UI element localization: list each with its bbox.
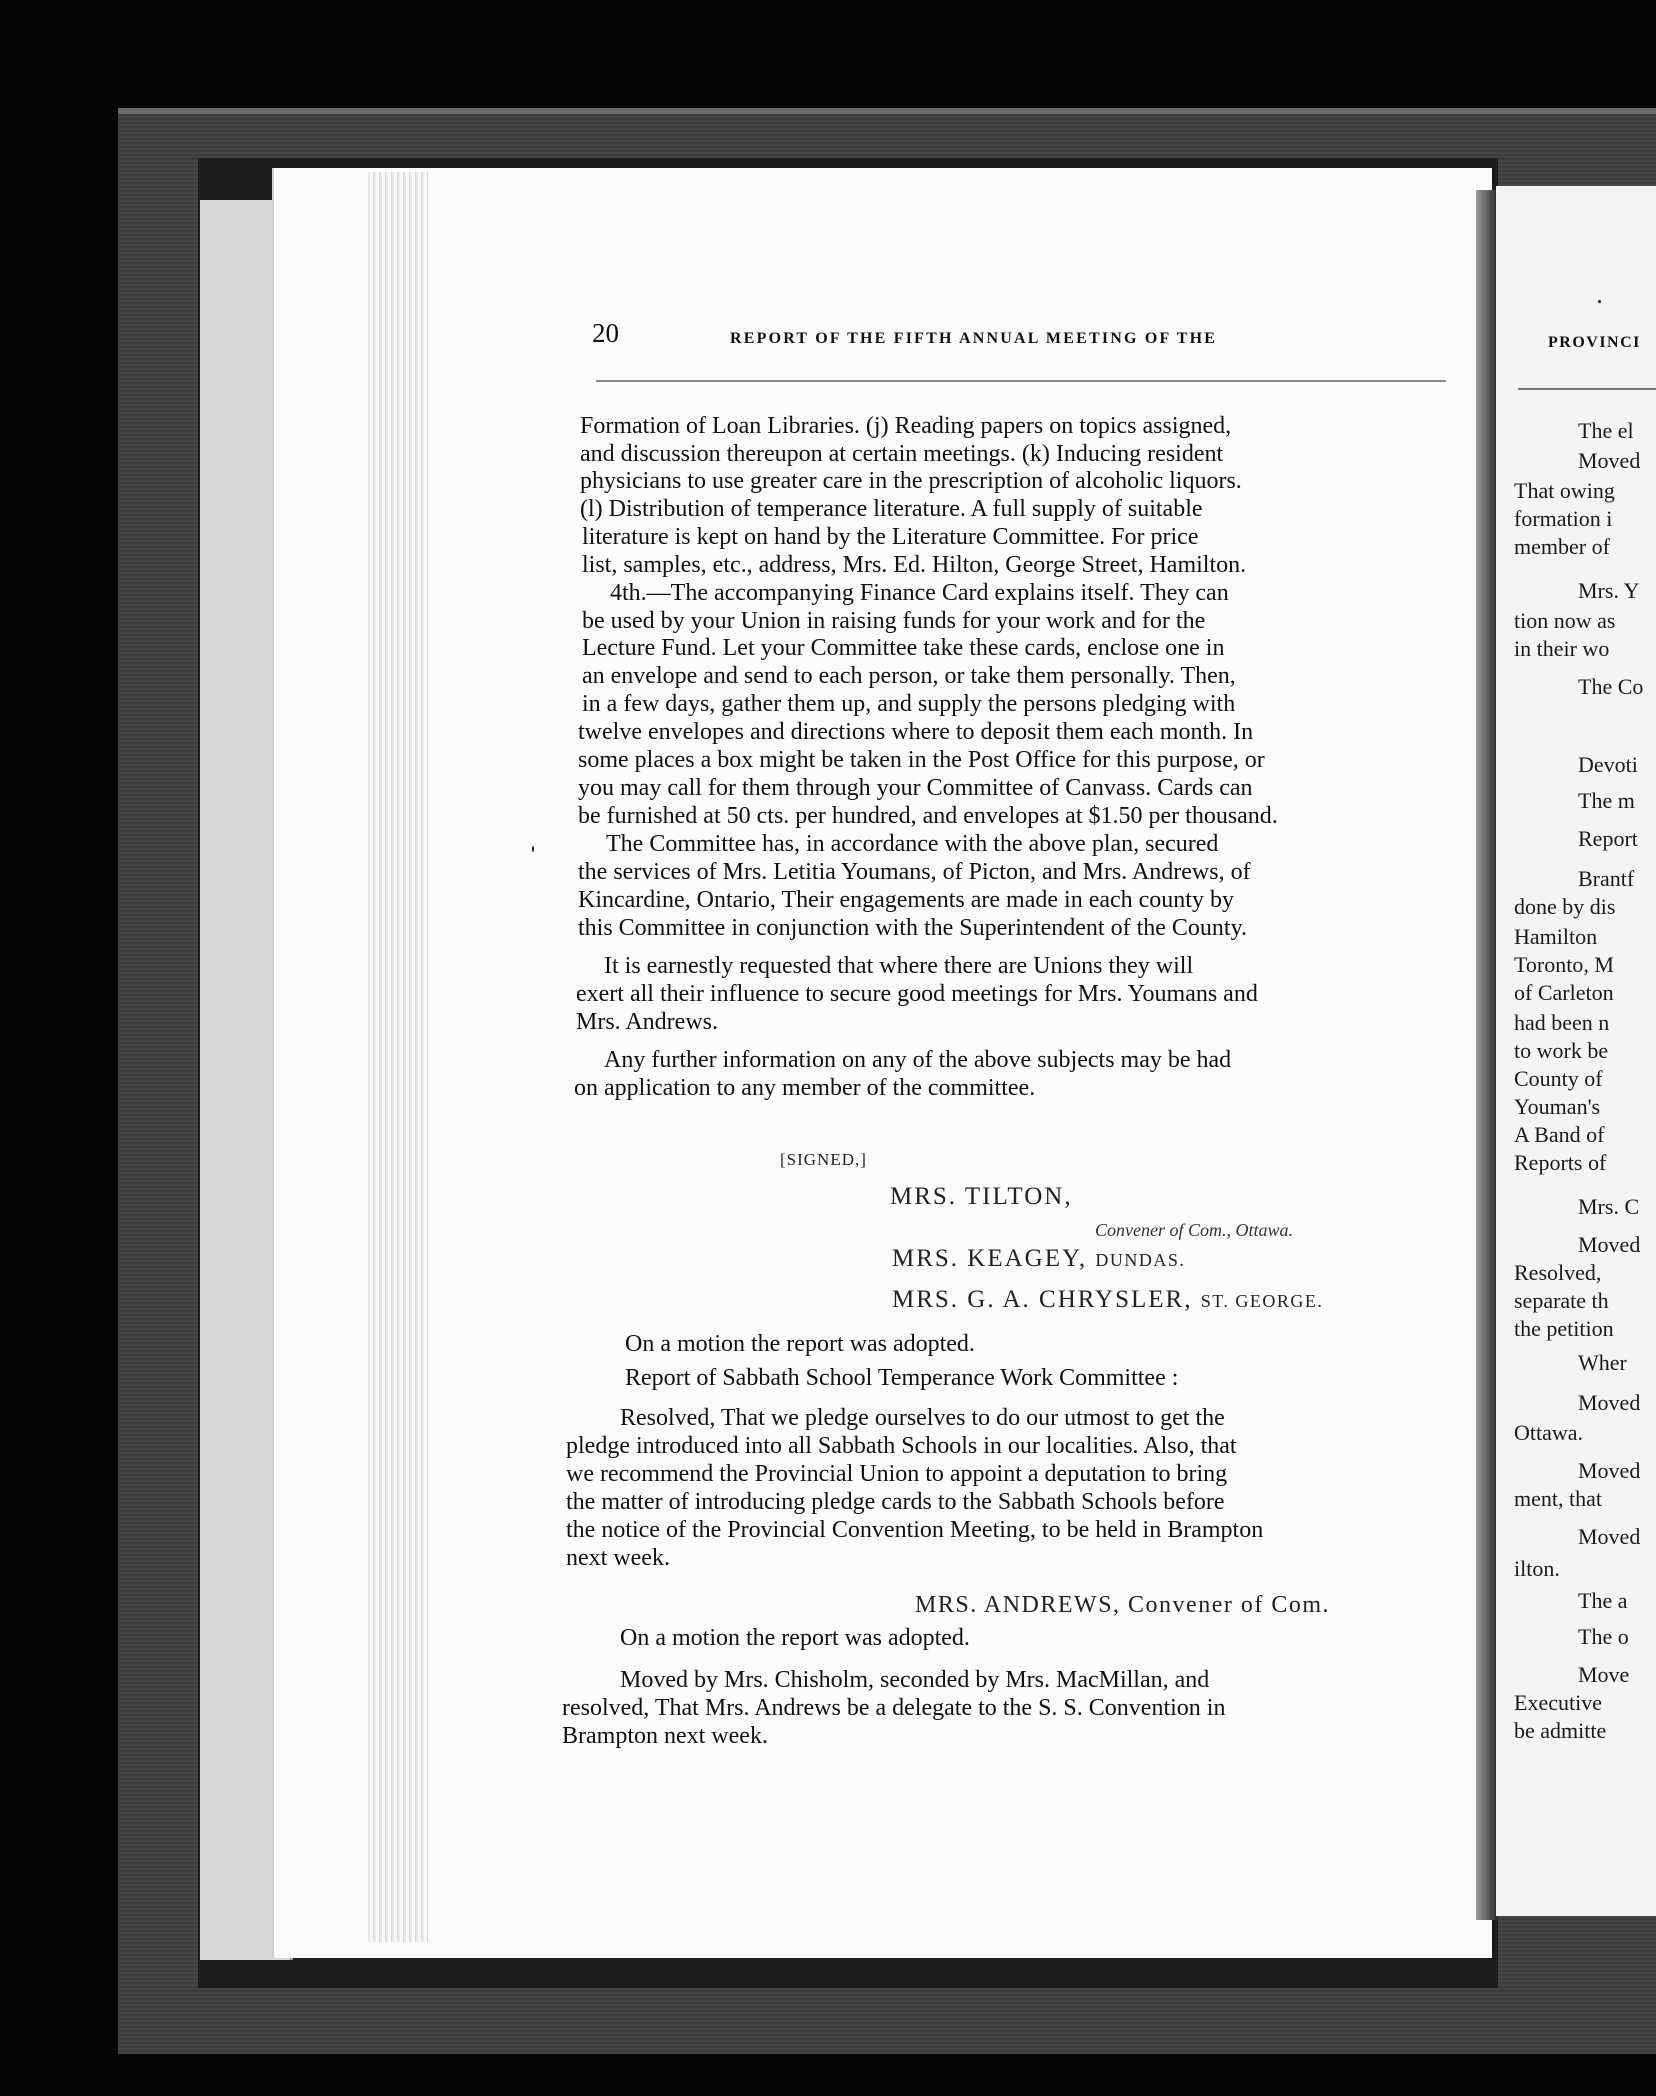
right-page-line: The a	[1578, 1588, 1628, 1613]
right-page-line: Executive	[1514, 1690, 1602, 1715]
right-page-line: Moved	[1578, 1524, 1641, 1549]
right-page-line: Youman's	[1514, 1094, 1601, 1119]
body-text-line: pledge introduced into all Sabbath Schools in our localities. Also, that	[566, 1433, 1237, 1459]
right-page-line: be admitte	[1514, 1718, 1607, 1743]
body-text-line: physicians to use greater care in the prescription of alcoholic liquors.	[580, 468, 1242, 494]
body-text-line: you may call for them through your Committee of Canvass. Cards can	[578, 775, 1253, 801]
right-page-line: Devoti	[1578, 752, 1638, 777]
right-page-line: Toronto, M	[1514, 952, 1614, 977]
right-page-line: Brantf	[1578, 866, 1635, 891]
right-page-line: That owing	[1514, 478, 1615, 503]
body-text-line: 4th.—The accompanying Finance Card explains itself. They can	[610, 580, 1229, 606]
body-text-line: and discussion thereupon at certain meetings. (k) Inducing resident	[580, 441, 1224, 467]
body-text-line: the services of Mrs. Letitia Youmans, of Picton, and Mrs. Andrews, of	[578, 859, 1251, 885]
body-text-line: On a motion the report was adopted.	[620, 1625, 970, 1651]
body-text-line: the matter of introducing pledge cards to the Sabbath Schools before	[566, 1489, 1225, 1515]
body-text-line: this Committee in conjunction with the Superintendent of the County.	[578, 915, 1248, 941]
right-page-line: Wher	[1578, 1350, 1627, 1375]
body-text-line: next week.	[566, 1545, 670, 1571]
running-head: REPORT OF THE FIFTH ANNUAL MEETING OF THE	[730, 330, 1218, 347]
signatory-place: DUNDAS.	[1095, 1250, 1186, 1270]
body-text-line: literature is kept on hand by the Literature Committee. For price	[582, 524, 1199, 550]
right-page-line: Moved	[1578, 448, 1641, 473]
right-page-line: in their wo	[1514, 636, 1610, 661]
andrews-signature: MRS. ANDREWS, Convener of Com.	[915, 1592, 1331, 1618]
signatory-tilton	[890, 1183, 1073, 1211]
right-page-line: to work be	[1514, 1038, 1609, 1063]
scan-speck	[532, 846, 534, 852]
body-text-line: Formation of Loan Libraries. (j) Reading papers on topics assigned,	[580, 413, 1232, 439]
signatory-chrysler	[892, 1286, 1323, 1314]
right-page-line: had been n	[1514, 1010, 1610, 1035]
right-page-line: separate th	[1514, 1288, 1609, 1313]
right-page-line: member of	[1514, 534, 1610, 559]
signatory-name: MRS. G. A. CHRYSLER,	[892, 1286, 1193, 1313]
header-rule	[596, 380, 1446, 382]
body-text-line: exert all their influence to secure good meetings for Mrs. Youmans and	[576, 981, 1258, 1007]
body-text-line: be furnished at 50 cts. per hundred, and envelopes at $1.50 per thousand.	[578, 803, 1278, 829]
body-text-line: Report of Sabbath School Temperance Work Committee :	[625, 1365, 1179, 1391]
body-text-line: It is earnestly requested that where there are Unions they will	[604, 953, 1194, 979]
signatory-name: MRS. TILTON,	[890, 1183, 1073, 1210]
right-page-line: The el	[1578, 418, 1634, 443]
page-number: 20	[592, 318, 619, 348]
body-text-line: list, samples, etc., address, Mrs. Ed. Hilton, George Street, Hamilton.	[582, 552, 1247, 578]
body-text-line: an envelope and send to each person, or take them personally. Then,	[582, 663, 1236, 689]
body-text-line: Any further information on any of the above subjects may be had	[604, 1047, 1232, 1073]
body-text-line: the notice of the Provincial Convention Meeting, to be held in Brampton	[566, 1517, 1264, 1543]
body-text-line: Mrs. Andrews.	[576, 1009, 718, 1035]
body-text-line: be used by your Union in raising funds for your work and for the	[582, 608, 1206, 634]
body-text-line: Brampton next week.	[562, 1723, 768, 1749]
right-page-line: ment, that	[1514, 1486, 1602, 1511]
right-page-line: The Co	[1578, 674, 1644, 699]
body-text-line: we recommend the Provincial Union to appoint a deputation to bring	[566, 1461, 1228, 1487]
right-page-line: Mrs. C	[1578, 1194, 1640, 1219]
right-page-line: formation i	[1514, 506, 1613, 531]
right-head-rule	[1518, 388, 1656, 390]
body-text-line: resolved, That Mrs. Andrews be a delegate to the S. S. Convention in	[562, 1695, 1226, 1721]
body-text-line: some places a box might be taken in the Post Office for this purpose, or	[578, 747, 1265, 773]
right-page-line: ilton.	[1514, 1556, 1560, 1581]
right-running-head: PROVINCI	[1548, 334, 1641, 351]
right-page-line: Reports of	[1514, 1150, 1607, 1175]
right-page-line: Resolved,	[1514, 1260, 1602, 1285]
page-gutter-texture	[368, 172, 428, 1942]
right-page-line: Move	[1578, 1662, 1630, 1687]
body-text-line: Kincardine, Ontario, Their engagements are made in each county by	[578, 887, 1234, 913]
signatory-place: ST. GEORGE.	[1200, 1291, 1324, 1311]
right-page-line: Ottawa.	[1514, 1420, 1584, 1445]
right-page-line: Report	[1578, 826, 1638, 851]
body-text-line: twelve envelopes and directions where to deposit them each month. In	[578, 719, 1254, 745]
right-page-line: Mrs. Y	[1578, 578, 1640, 603]
right-page-line: done by dis	[1514, 894, 1616, 919]
signed-label: [SIGNED,]	[780, 1150, 867, 1169]
body-text-line: in a few days, gather them up, and supply the persons pledging with	[582, 691, 1236, 717]
right-page-line: the petition	[1514, 1316, 1614, 1341]
signatory-name: MRS. KEAGEY,	[892, 1245, 1088, 1272]
right-page-line: A Band of	[1514, 1122, 1605, 1147]
book-spine	[1476, 190, 1498, 1920]
right-page-line: tion now as	[1514, 608, 1616, 633]
right-page-line: Moved	[1578, 1458, 1641, 1483]
right-page-line: County of	[1514, 1066, 1603, 1091]
body-text-line: on application to any member of the committee.	[574, 1075, 1036, 1101]
right-page-line: Moved	[1578, 1232, 1641, 1257]
scan-speck	[1598, 300, 1601, 303]
body-text-line: Lecture Fund. Let your Committee take these cards, enclose one in	[582, 635, 1225, 661]
body-text-line: Moved by Mrs. Chisholm, seconded by Mrs. MacMillan, and	[620, 1667, 1210, 1693]
body-text-line: Resolved, That we pledge ourselves to do our utmost to get the	[620, 1405, 1225, 1431]
right-page-line: The o	[1578, 1624, 1629, 1649]
body-text-line: (l) Distribution of temperance literature. A full supply of suitable	[580, 496, 1203, 522]
right-page-line: The m	[1578, 788, 1635, 813]
signatory-keagey	[892, 1245, 1185, 1273]
tilton-role: Convener of Com., Ottawa.	[1095, 1220, 1293, 1240]
right-page-line: Hamilton	[1514, 924, 1598, 949]
right-page-line: of Carleton	[1514, 980, 1614, 1005]
body-text-line: On a motion the report was adopted.	[625, 1331, 975, 1357]
right-page-line: Moved	[1578, 1390, 1641, 1415]
body-text-line: The Committee has, in accordance with the above plan, secured	[606, 831, 1219, 857]
